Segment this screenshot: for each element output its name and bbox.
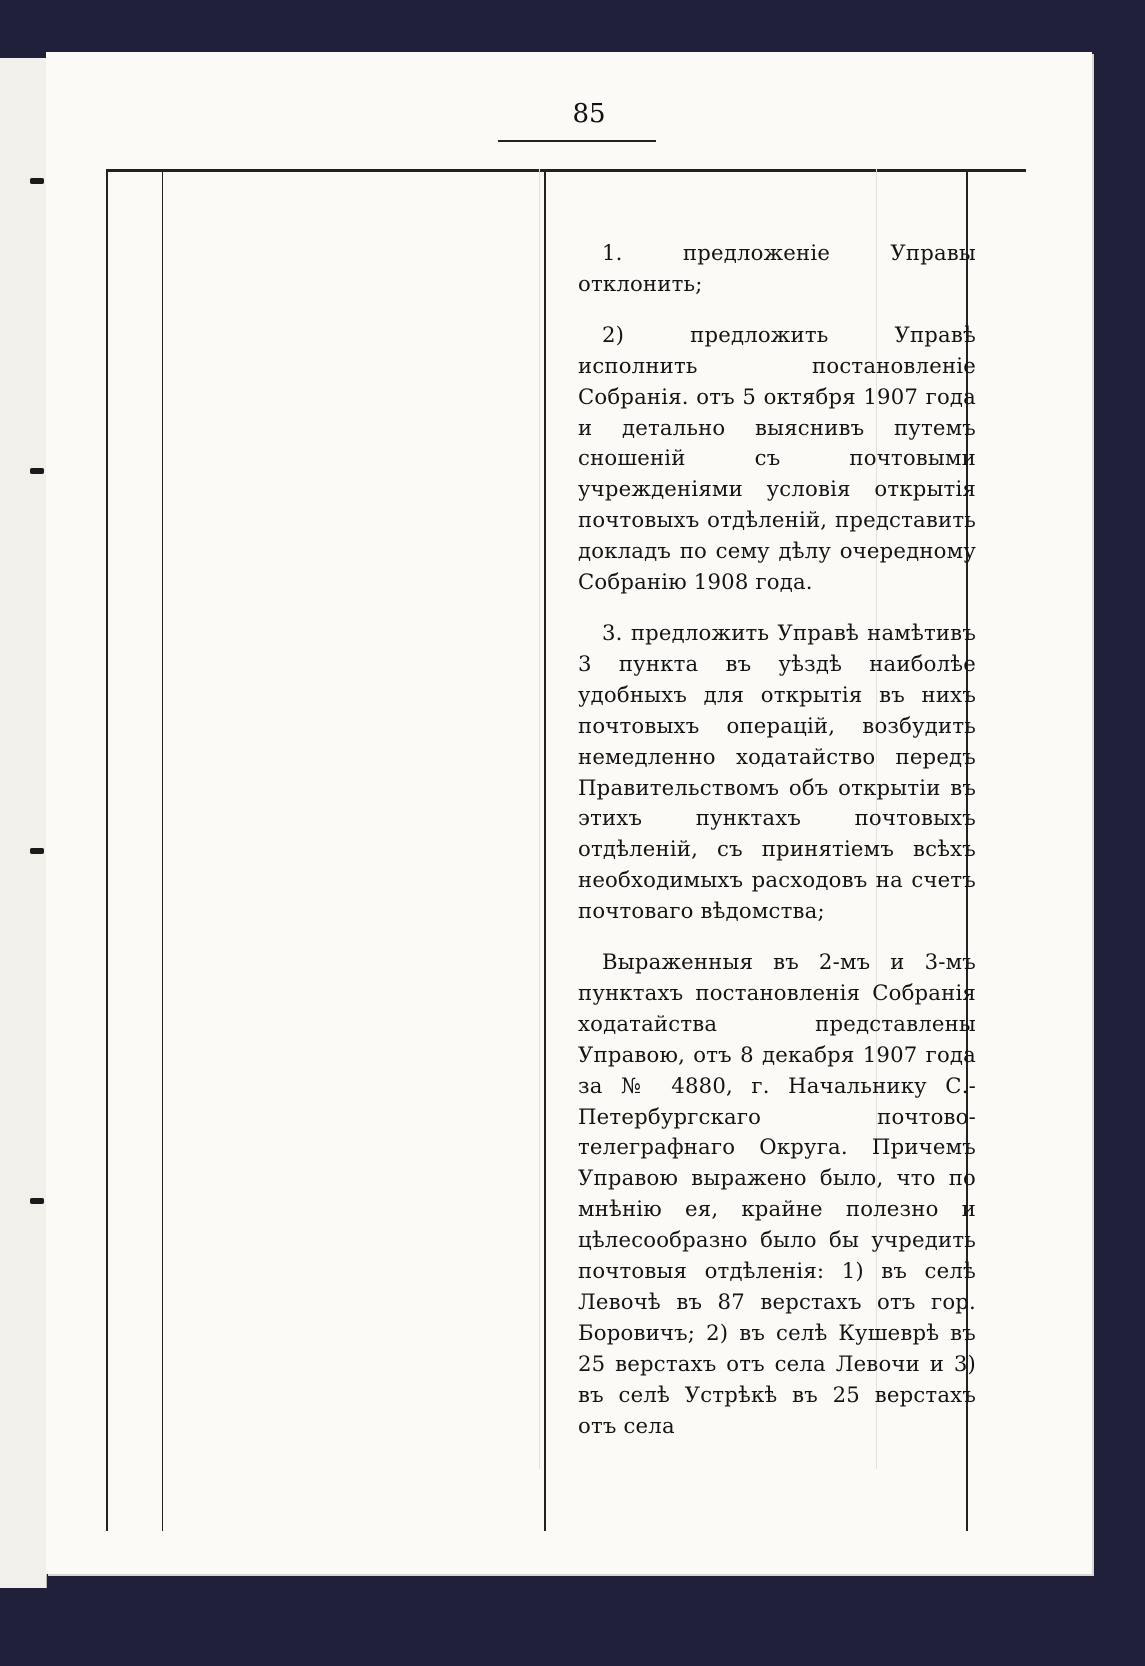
right-column-text (578, 238, 976, 1462)
binding-stitch (30, 178, 44, 184)
page-number-rule (498, 140, 656, 142)
binding-stitch (30, 468, 44, 474)
left-page-edge (0, 58, 47, 1588)
binding-stitch (30, 848, 44, 854)
page-number: 85 (572, 99, 606, 129)
table-column-rule (544, 169, 546, 1531)
table-column-rule-faint (539, 169, 540, 1469)
paragraph-1: 1. предложеніе Управы отклонить; (578, 240, 976, 296)
paragraph-2: 2) предложить Управѣ исполнить постановленіе Собранія. отъ 5 октября 1907 года и детально выяснивъ путемъ сношеній съ почтовыми учрежденіями условія открытія почтовыхъ отдѣленій, представить докладъ по сему дѣлу очередному Собранію 1908 года. (578, 321, 976, 595)
binding-stitch (30, 1198, 44, 1204)
paragraph-4: Выраженныя въ 2-мъ и 3-мъ пунктахъ постановленія Собранія ходатайства представлены Управою, отъ 8 декабря 1907 года за № 4880, г. Начальнику С.-Петербургскаго почтово-телеграфнаго Округа. Причемъ Управою выражено было, что по мнѣнію ея, крайне полезно и цѣлесообразно было бы учредить почтовыя отдѣленія: 1) въ селѣ Левочѣ въ 87 верстахъ отъ гор. Боровичъ; 2) въ селѣ Кушеврѣ въ 25 верстахъ отъ села Левочи и 3) въ селѣ Устрѣкѣ въ 25 верстахъ отъ села (578, 949, 976, 1438)
table-column-rule (162, 169, 163, 1531)
table-left-border (106, 169, 108, 1531)
paragraph-3: 3. предложить Управѣ намѣтивъ 3 пункта въ уѣздѣ наиболѣе удобныхъ для открытія въ нихъ почтовыхъ операцій, возбудить немедленно ходатайство передъ Правительствомъ объ открытіи въ этихъ пунктахъ почтовыхъ отдѣленій, съ принятіемъ всѣхъ необходимыхъ расходовъ на счетъ почтоваго вѣдомства; (578, 619, 976, 924)
table-top-rule (106, 169, 1026, 172)
